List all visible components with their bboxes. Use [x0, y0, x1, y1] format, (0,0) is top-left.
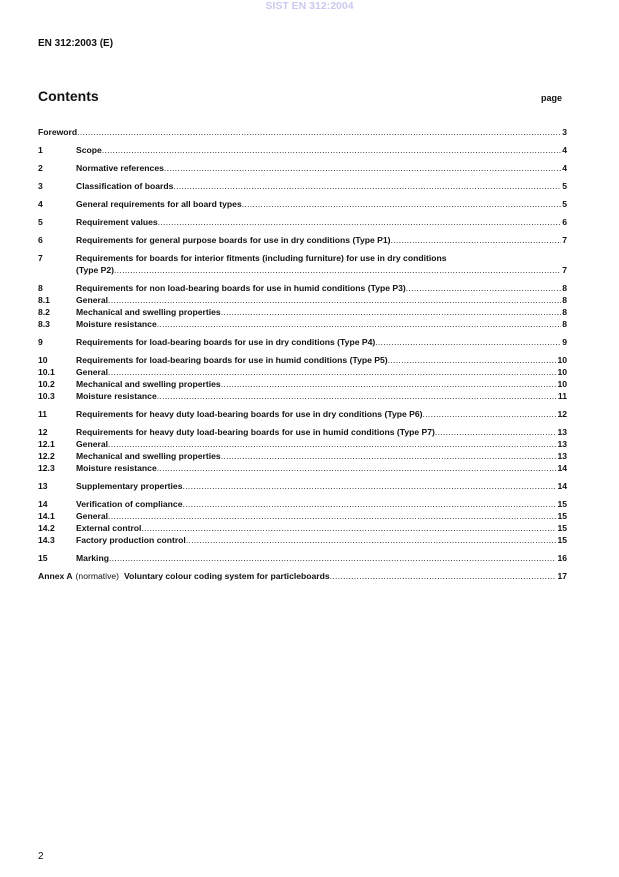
toc-entry-title: Requirements for non load-bearing boards for use in humid conditions (Type P3): [76, 283, 406, 293]
document-id: EN 312:2003 (E): [38, 38, 114, 49]
toc-entry-number: 14.2: [38, 523, 55, 533]
toc-entry-number: 12.1: [38, 439, 55, 449]
toc-entry-number: 10.1: [38, 367, 55, 377]
dot-leader: [108, 438, 556, 450]
toc-entry-number: 8.2: [38, 307, 50, 317]
toc-entry-page: 16: [557, 553, 567, 563]
toc-entry-number: 12.2: [38, 451, 55, 461]
dot-leader: [221, 306, 562, 318]
dot-leader: [108, 294, 561, 306]
toc-entry-page: 15: [557, 511, 567, 521]
toc-entry-number: 7: [38, 253, 43, 263]
dot-leader: [375, 336, 561, 348]
toc-entry[interactable]: [38, 462, 567, 474]
dot-leader: [109, 552, 556, 564]
toc-entry-page: 8: [562, 295, 567, 305]
toc-entry-title: Scope: [76, 145, 102, 155]
toc-entry-number: 2: [38, 163, 43, 173]
toc-entry-title: Requirements for general purpose boards for use in dry conditions (Type P1): [76, 235, 391, 245]
toc-entry-page: 3: [562, 127, 567, 137]
dot-leader: [330, 570, 557, 582]
toc-entry-page: 10: [557, 367, 567, 377]
dot-leader: [141, 522, 556, 534]
toc-entry-number: 8.1: [38, 295, 50, 305]
toc-entry-page: 13: [557, 439, 567, 449]
dot-leader: [183, 480, 557, 492]
toc-entry[interactable]: [38, 552, 567, 564]
toc-entry-page: 5: [562, 181, 567, 191]
toc-entry-page: 4: [562, 145, 567, 155]
toc-entry-number: 5: [38, 217, 43, 227]
dot-leader: [157, 462, 557, 474]
toc-entry-number: 12: [38, 427, 48, 437]
dot-leader: [157, 318, 562, 330]
toc-entry[interactable]: [38, 198, 567, 210]
watermark: SIST EN 312:2004: [265, 0, 354, 12]
dot-leader: [406, 282, 561, 294]
dot-leader: [77, 126, 561, 138]
toc-entry-title: General: [76, 295, 109, 305]
dot-leader: [221, 450, 557, 462]
toc-entry-title: Verification of compliance: [76, 499, 183, 509]
toc-entry-number: 11: [38, 409, 48, 419]
toc-entry-page: 8: [562, 283, 567, 293]
toc-entry[interactable]: [38, 234, 567, 246]
toc-entry[interactable]: [38, 498, 567, 510]
toc-entry[interactable]: [38, 354, 567, 366]
toc-entry-number: 10: [38, 355, 48, 365]
toc-entry[interactable]: [38, 408, 567, 420]
toc-entry-number: 15: [38, 553, 48, 563]
dot-leader: [173, 180, 561, 192]
dot-leader: [186, 534, 557, 546]
toc-entry-number: 6: [38, 235, 43, 245]
toc-entry-title: General: [76, 511, 109, 521]
dot-leader: [423, 408, 557, 420]
toc-entry[interactable]: [38, 282, 567, 294]
annex-qualifier: (normative): [75, 571, 120, 581]
toc-entry-number: 10.3: [38, 391, 55, 401]
toc-entry[interactable]: [38, 216, 567, 228]
toc-entry[interactable]: [38, 426, 567, 438]
toc-entry-page: 8: [562, 319, 567, 329]
toc-entry-number: 9: [38, 337, 43, 347]
toc-entry-title: External control: [76, 523, 142, 533]
toc-entry-number: 14: [38, 499, 48, 509]
toc-entry-page: 14: [557, 463, 567, 473]
toc-entry-page: 17: [557, 571, 567, 581]
toc-entry-title: Mechanical and swelling properties: [76, 307, 221, 317]
toc-entry-title: Requirements for heavy duty load-bearing boards for use in humid conditions (Type P7): [76, 427, 435, 437]
toc-entry-number: 3: [38, 181, 43, 191]
dot-leader: [158, 216, 562, 228]
toc-entry[interactable]: [38, 306, 567, 318]
toc-entry[interactable]: [38, 294, 567, 306]
toc-entry[interactable]: [38, 480, 567, 492]
toc-entry-page: 15: [557, 499, 567, 509]
dot-leader: [435, 426, 557, 438]
dot-leader: [114, 264, 561, 276]
toc-entry-title: Requirements for heavy duty load-bearing boards for use in dry conditions (Type P6): [76, 409, 423, 419]
toc-entry-page: 13: [557, 427, 567, 437]
toc-entry-title: Moisture resistance: [76, 463, 157, 473]
toc-entry[interactable]: [38, 570, 567, 582]
dot-leader: [164, 162, 561, 174]
toc-entry[interactable]: [38, 144, 567, 156]
toc-entry-number: 1: [38, 145, 43, 155]
toc-entry-title: Marking: [76, 553, 109, 563]
toc-entry-page: 8: [562, 307, 567, 317]
toc-entry-title: Moisture resistance: [76, 319, 157, 329]
toc-entry-title: General: [76, 439, 109, 449]
toc-entry-title: Requirements for load-bearing boards for use in dry conditions (Type P4): [76, 337, 376, 347]
toc-entry-title: Requirements for boards for interior fitments (including furniture) for use in dry conditions: [76, 253, 447, 263]
toc-entry-number: 13: [38, 481, 48, 491]
dot-leader: [102, 144, 561, 156]
toc-entry-title: Requirements for load-bearing boards for use in humid conditions (Type P5): [76, 355, 388, 365]
dot-leader: [242, 198, 561, 210]
dot-leader: [157, 390, 557, 402]
toc-entry-page: 4: [562, 163, 567, 173]
toc-entry[interactable]: [38, 378, 567, 390]
dot-leader: [108, 366, 556, 378]
toc-entry-page: 13: [557, 451, 567, 461]
toc-entry-title: Mechanical and swelling properties: [76, 379, 221, 389]
toc-entry-title-line2: (Type P2): [76, 265, 115, 275]
toc-entry-title: Supplementary properties: [76, 481, 183, 491]
toc-entry-page: 5: [562, 199, 567, 209]
toc-entry-title: Voluntary colour coding system for particleboards: [124, 571, 330, 581]
toc-entry[interactable]: [38, 522, 567, 534]
toc-entry-title: Foreword: [38, 127, 78, 137]
toc-entry[interactable]: [38, 336, 567, 348]
toc-entry-title: Moisture resistance: [76, 391, 157, 401]
annex-label: Annex A: [38, 571, 73, 581]
toc-entry[interactable]: [38, 366, 567, 378]
toc-entry-title: Classification of boards: [76, 181, 174, 191]
toc-entry[interactable]: [38, 162, 567, 174]
dot-leader: [183, 498, 557, 510]
toc-entry[interactable]: [38, 318, 567, 330]
toc-entry[interactable]: [38, 126, 567, 138]
toc-entry-number-spacer: [38, 264, 76, 276]
toc-entry-number: 8: [38, 283, 43, 293]
toc-entry[interactable]: [38, 510, 567, 522]
toc-entry-title: Requirement values: [76, 217, 158, 227]
contents-title: Contents: [38, 88, 99, 104]
dot-leader: [391, 234, 562, 246]
toc-entry-number: 4: [38, 199, 43, 209]
toc-entry[interactable]: [38, 180, 567, 192]
toc-entry-page: 7: [562, 235, 567, 245]
toc-entry-page: 9: [562, 337, 567, 347]
dot-leader: [221, 378, 557, 390]
toc-entry-continuation[interactable]: [38, 264, 567, 276]
toc-entry-page: 14: [557, 481, 567, 491]
page-number: 2: [38, 851, 44, 862]
toc-entry[interactable]: [38, 450, 567, 462]
toc-entry[interactable]: [38, 438, 567, 450]
toc-entry-page: 7: [562, 265, 567, 275]
dot-leader: [388, 354, 557, 366]
toc-entry-title: General requirements for all board types: [76, 199, 242, 209]
toc-entry-title: Normative references: [76, 163, 164, 173]
toc-entry[interactable]: [38, 534, 567, 546]
toc-entry[interactable]: [38, 390, 567, 402]
toc-entry-title: General: [76, 367, 109, 377]
toc-entry-page: 10: [557, 355, 567, 365]
toc-entry-title: Mechanical and swelling properties: [76, 451, 221, 461]
toc-entry-number: 14.3: [38, 535, 55, 545]
toc-entry[interactable]: [38, 252, 567, 264]
toc-entry-page: 10: [557, 379, 567, 389]
toc-entry-number: 12.3: [38, 463, 55, 473]
toc-entry-number: 10.2: [38, 379, 55, 389]
toc-entry-page: 12: [557, 409, 567, 419]
toc-entry-title: Factory production control: [76, 535, 186, 545]
page-column-label: page: [541, 93, 563, 103]
toc-entry-page: 6: [562, 217, 567, 227]
toc-entry-page: 15: [557, 535, 567, 545]
toc-entry-number: 14.1: [38, 511, 55, 521]
toc-entry-page: 15: [557, 523, 567, 533]
dot-leader: [108, 510, 556, 522]
toc-entry-number: 8.3: [38, 319, 50, 329]
toc-entry-page: 11: [557, 391, 567, 401]
